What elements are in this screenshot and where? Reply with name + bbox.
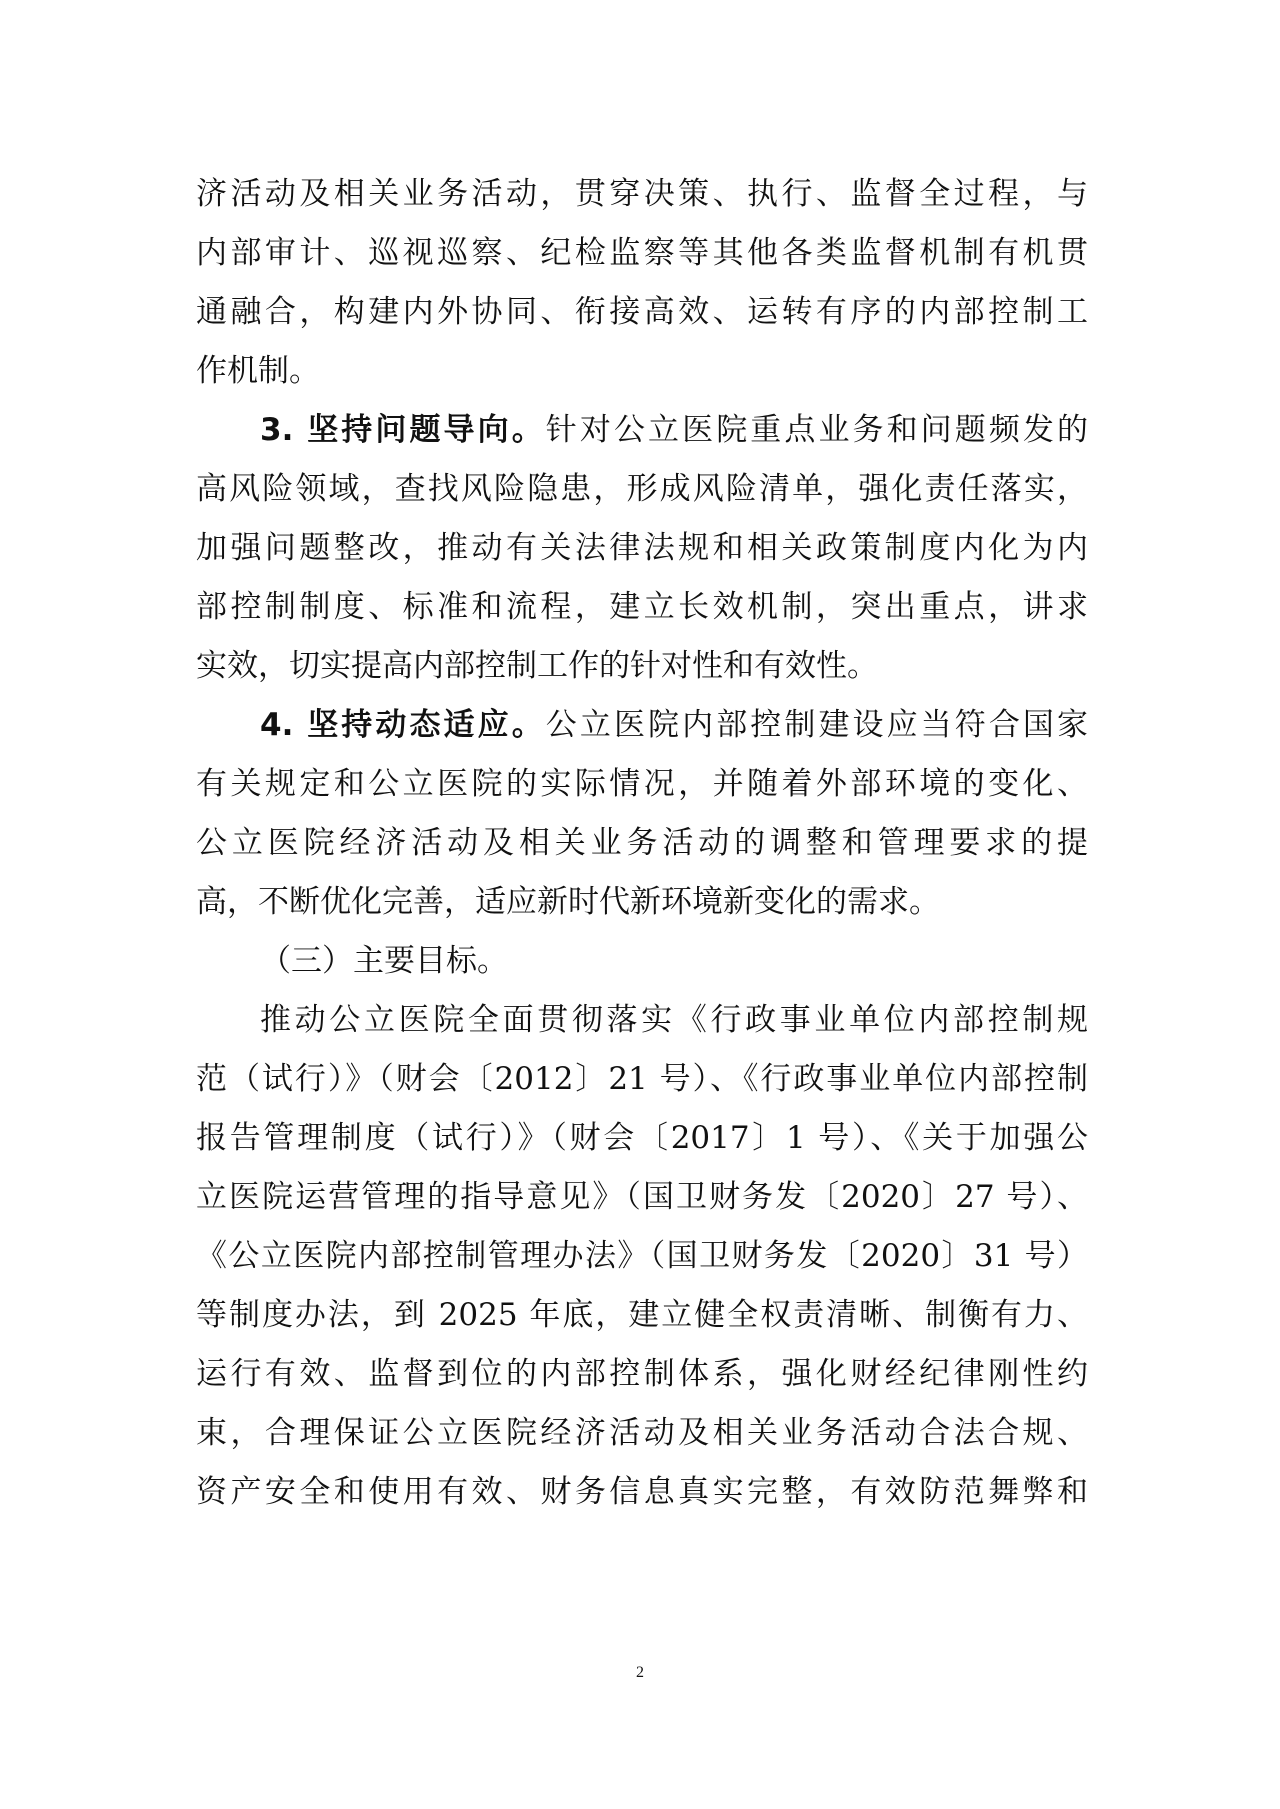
text-line: 济活动及相关业务活动，贯穿决策、执行、监督全过程，与 bbox=[196, 176, 1088, 212]
text-line: 内部审计、巡视巡察、纪检监察等其他各类监督机制有机贯 bbox=[196, 235, 1088, 271]
paragraph-principle-2-continued bbox=[196, 165, 1088, 401]
text-line: 束，合理保证公立医院经济活动及相关业务活动合法合规、 bbox=[196, 1415, 1088, 1451]
document-body bbox=[196, 165, 1088, 1522]
text-line: 通融合，构建内外协同、衔接高效、运转有序的内部控制工 bbox=[196, 294, 1088, 330]
principle-4-first-line: 公立医院内部控制建设应当符合国家 bbox=[545, 707, 1088, 743]
text-line: 有关规定和公立医院的实际情况，并随着外部环境的变化、 bbox=[196, 766, 1088, 802]
text-line: 作机制。 bbox=[196, 353, 320, 389]
text-line: 高，不断优化完善，适应新时代新环境新变化的需求。 bbox=[196, 884, 940, 920]
text-line: 等制度办法，到 2025 年底，建立健全权责清晰、制衡有力、 bbox=[196, 1297, 1088, 1333]
text-line: 《公立医院内部控制管理办法》（国卫财务发〔2020〕31 号） bbox=[196, 1238, 1088, 1274]
principle-3-first-line: 针对公立医院重点业务和问题频发的 bbox=[545, 412, 1088, 448]
text-line: 部控制制度、标准和流程，建立长效机制，突出重点，讲求 bbox=[196, 589, 1088, 625]
text-line: 范（试行）》（财会〔2012〕21 号）、《行政事业单位内部控制 bbox=[196, 1061, 1088, 1097]
text-line: 推动公立医院全面贯彻落实《行政事业单位内部控制规 bbox=[260, 1002, 1088, 1038]
page-number: 2 bbox=[636, 1664, 644, 1681]
text-line: 高风险领域，查找风险隐患，形成风险清单，强化责任落实， bbox=[196, 471, 1088, 507]
text-line: 立医院运营管理的指导意见》（国卫财务发〔2020〕27 号）、 bbox=[196, 1179, 1088, 1215]
text-line: 实效，切实提高内部控制工作的针对性和有效性。 bbox=[196, 648, 878, 684]
text-line: 运行有效、监督到位的内部控制体系，强化财经纪律刚性约 bbox=[196, 1356, 1088, 1392]
text-line: 资产安全和使用有效、财务信息真实完整，有效防范舞弊和 bbox=[196, 1474, 1088, 1510]
principle-3-title: 3. 坚持问题导向。 bbox=[260, 412, 546, 448]
section-heading-main-goals: （三）主要目标。 bbox=[260, 943, 508, 979]
paragraph-principle-3 bbox=[196, 401, 1088, 696]
paragraph-main-goals bbox=[196, 991, 1088, 1522]
text-line bbox=[196, 401, 1088, 460]
text-line bbox=[196, 696, 1088, 755]
principle-4-title: 4. 坚持动态适应。 bbox=[260, 707, 546, 743]
text-line: 报告管理制度（试行）》（财会〔2017〕1 号）、《关于加强公 bbox=[196, 1120, 1088, 1156]
paragraph-principle-4 bbox=[196, 696, 1088, 932]
text-line: 公立医院经济活动及相关业务活动的调整和管理要求的提 bbox=[196, 825, 1088, 861]
text-line: 加强问题整改，推动有关法律法规和相关政策制度内化为内 bbox=[196, 530, 1088, 566]
